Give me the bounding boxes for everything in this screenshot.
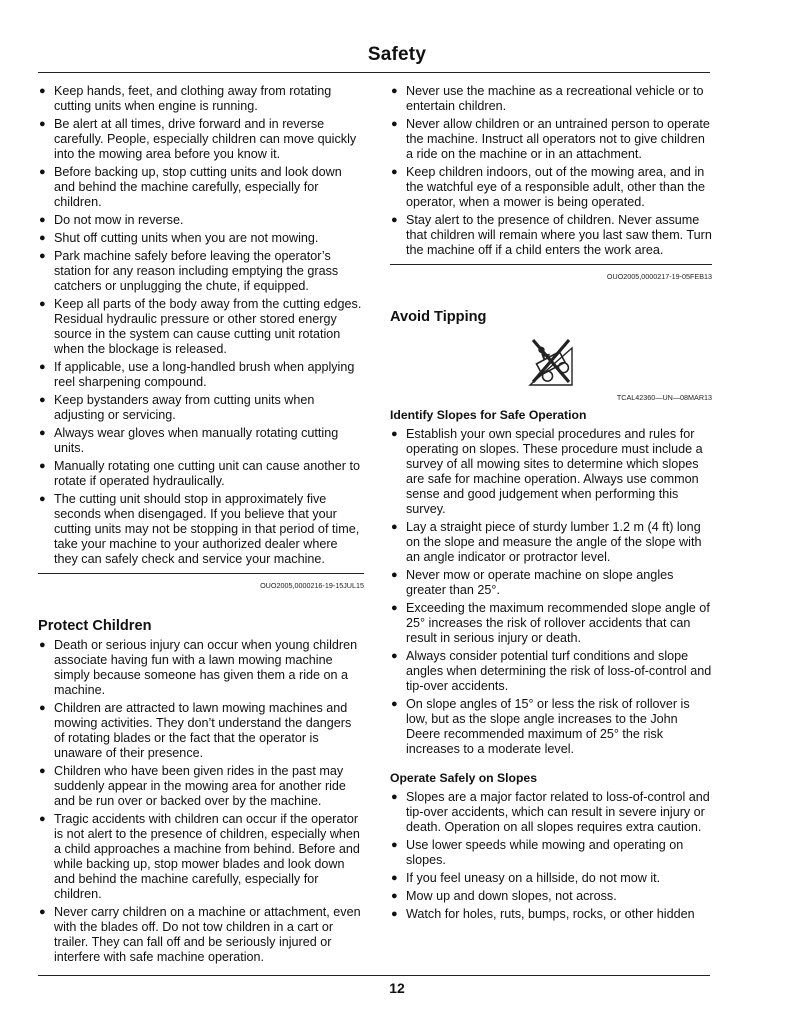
list-item: ● Keep bystanders away from cutting units when adjusting or servicing.: [39, 393, 315, 422]
list-item: ● Shut off cutting units when you are not mowing.: [39, 231, 319, 245]
list-item: ● On slope angles of 15° or less the risk of rollover is low, but as the slope angle increases to the John Deere recommended maximum of 25° the risk increases to a moderate level.: [391, 697, 690, 756]
list-item: ● Keep hands, feet, and clothing away from rotating cutting units when engine is running.: [39, 84, 332, 113]
list-item: ● Manually rotating one cutting unit can cause another to rotate if operated hydraulically.: [39, 459, 360, 488]
list-item: ● Use lower speeds while mowing and operating on slopes.: [391, 838, 684, 867]
list-item: ● If you feel uneasy on a hillside, do not mow it.: [391, 871, 661, 885]
section-divider: [390, 264, 712, 265]
protect-children-list: [38, 638, 364, 965]
sub-heading-operate-safely: Operate Safely on Slopes: [390, 771, 537, 785]
list-item: ● Be alert at all times, drive forward and in reverse carefully. People, especially children can move quickly into the mowing area before you know it.: [39, 117, 357, 161]
list-item: ● Keep all parts of the body away from the cutting edges. Residual hydraulic pressure or other stored energy source in the system can cause cutting unit rotation when the blockage is released.: [39, 297, 362, 356]
list-item: ● Children are attracted to lawn mowing machines and mowing activities. They don’t understand the dangers of rotating blades or the fact that the operator is unaware of their presence.: [39, 701, 352, 760]
footer-rule: [38, 975, 710, 976]
left-column: [38, 84, 364, 968]
left-bullet-list: [38, 84, 364, 567]
list-item: ● Park machine safely before leaving the operator’s station for any reason including emptying the grass catchers or unplugging the chute, if equipped.: [39, 249, 339, 293]
right-bullet-list: [390, 84, 712, 258]
section-heading-protect-children: Protect Children: [38, 618, 152, 634]
list-item: ● Death or serious injury can occur when young children associate having fun with a lawn mowing machine simply because someone has given them a ride on a machine.: [39, 638, 358, 697]
sub-heading-identify-slopes: Identify Slopes for Safe Operation: [390, 408, 587, 422]
list-item: ● Never carry children on a machine or attachment, even with the blades off. Do not tow children in a cart or trailer. They can fall off and be seriously injured or interfere with safe machine operation.: [39, 905, 361, 964]
list-item: ● Lay a straight piece of sturdy lumber 1.2 m (4 ft) long on the slope and measure the angle of the slope with an angle indicator or protractor level.: [391, 520, 702, 564]
reference-code: OUO2005,0000217-19-05FEB13: [606, 272, 712, 281]
list-item: ● Never allow children or an untrained person to operate the machine. Instruct all operators not to give children a ride on the machine or in an attachment.: [391, 117, 710, 161]
list-item: ● Watch for holes, ruts, bumps, rocks, or other hidden: [391, 907, 695, 921]
section-divider: [38, 573, 364, 574]
list-item: ● Before backing up, stop cutting units and look down and behind the machine carefully, especially for children.: [39, 165, 342, 209]
section-heading-avoid-tipping: Avoid Tipping: [390, 309, 487, 325]
no-tipping-icon: [390, 336, 712, 388]
right-column: [390, 84, 712, 925]
list-item: ● Keep children indoors, out of the mowing area, and in the watchful eye of a responsible adult, other than the operator, when a mower is being operated.: [391, 165, 705, 209]
header-rule: [38, 72, 710, 73]
operate-safely-list: [390, 790, 712, 922]
reference-code: OUO2005,0000216-19-15JUL15: [260, 581, 364, 590]
list-item: ● Always wear gloves when manually rotating cutting units.: [39, 426, 339, 455]
list-item: ● If applicable, use a long-handled brush when applying reel sharpening compound.: [39, 360, 355, 389]
list-item: ● Establish your own special procedures and rules for operating on slopes. These procedure must include a survey of all mowing sites to determine which slopes are safe for machine operation. Always use common sense and good judgement when performing this survey.: [391, 427, 703, 516]
list-item: ● Stay alert to the presence of children. Never assume that children will remain where you last saw them. Turn the machine off if a child enters the work area.: [391, 213, 712, 257]
list-item: ● Tragic accidents with children can occur if the operator is not alert to the presence of children, especially when a child approaches a machine from behind. Before and while backing up, stop mower blades and look down and behind the machine carefully, especially for children.: [39, 812, 360, 901]
list-item: ● Children who have been given rides in the past may suddenly appear in the mowing area for another ride and be run over or backed over by the machine.: [39, 764, 346, 808]
list-item: ● Exceeding the maximum recommended slope angle of 25° increases the risk of rollover accidents that can result in serious injury or death.: [391, 601, 710, 645]
list-item: ● Do not mow in reverse.: [39, 213, 184, 227]
list-item: ● Never mow or operate machine on slope angles greater than 25°.: [391, 568, 674, 597]
page-number: 12: [389, 980, 405, 996]
list-item: ● Slopes are a major factor related to loss-of-control and tip-over accidents, which can result in severe injury or death. Operation on all slopes requires extra caution.: [391, 790, 710, 834]
list-item: ● Never use the machine as a recreational vehicle or to entertain children.: [391, 84, 704, 113]
list-item: ● Mow up and down slopes, not across.: [391, 889, 617, 903]
list-item: ● Always consider potential turf conditions and slope angles when determining the risk of loss-of-control and tip-over accidents.: [391, 649, 712, 693]
list-item: ● The cutting unit should stop in approximately five seconds when disengaged. If you believe that your cutting units may not be stopping in that period of time, take your machine to your authorized dealer where they can safely check and service your machine.: [39, 492, 360, 566]
identify-slopes-list: [390, 427, 712, 757]
image-caption: TCAL42360—UN—08MAR13: [616, 393, 712, 402]
page-title: Safety: [367, 44, 427, 65]
